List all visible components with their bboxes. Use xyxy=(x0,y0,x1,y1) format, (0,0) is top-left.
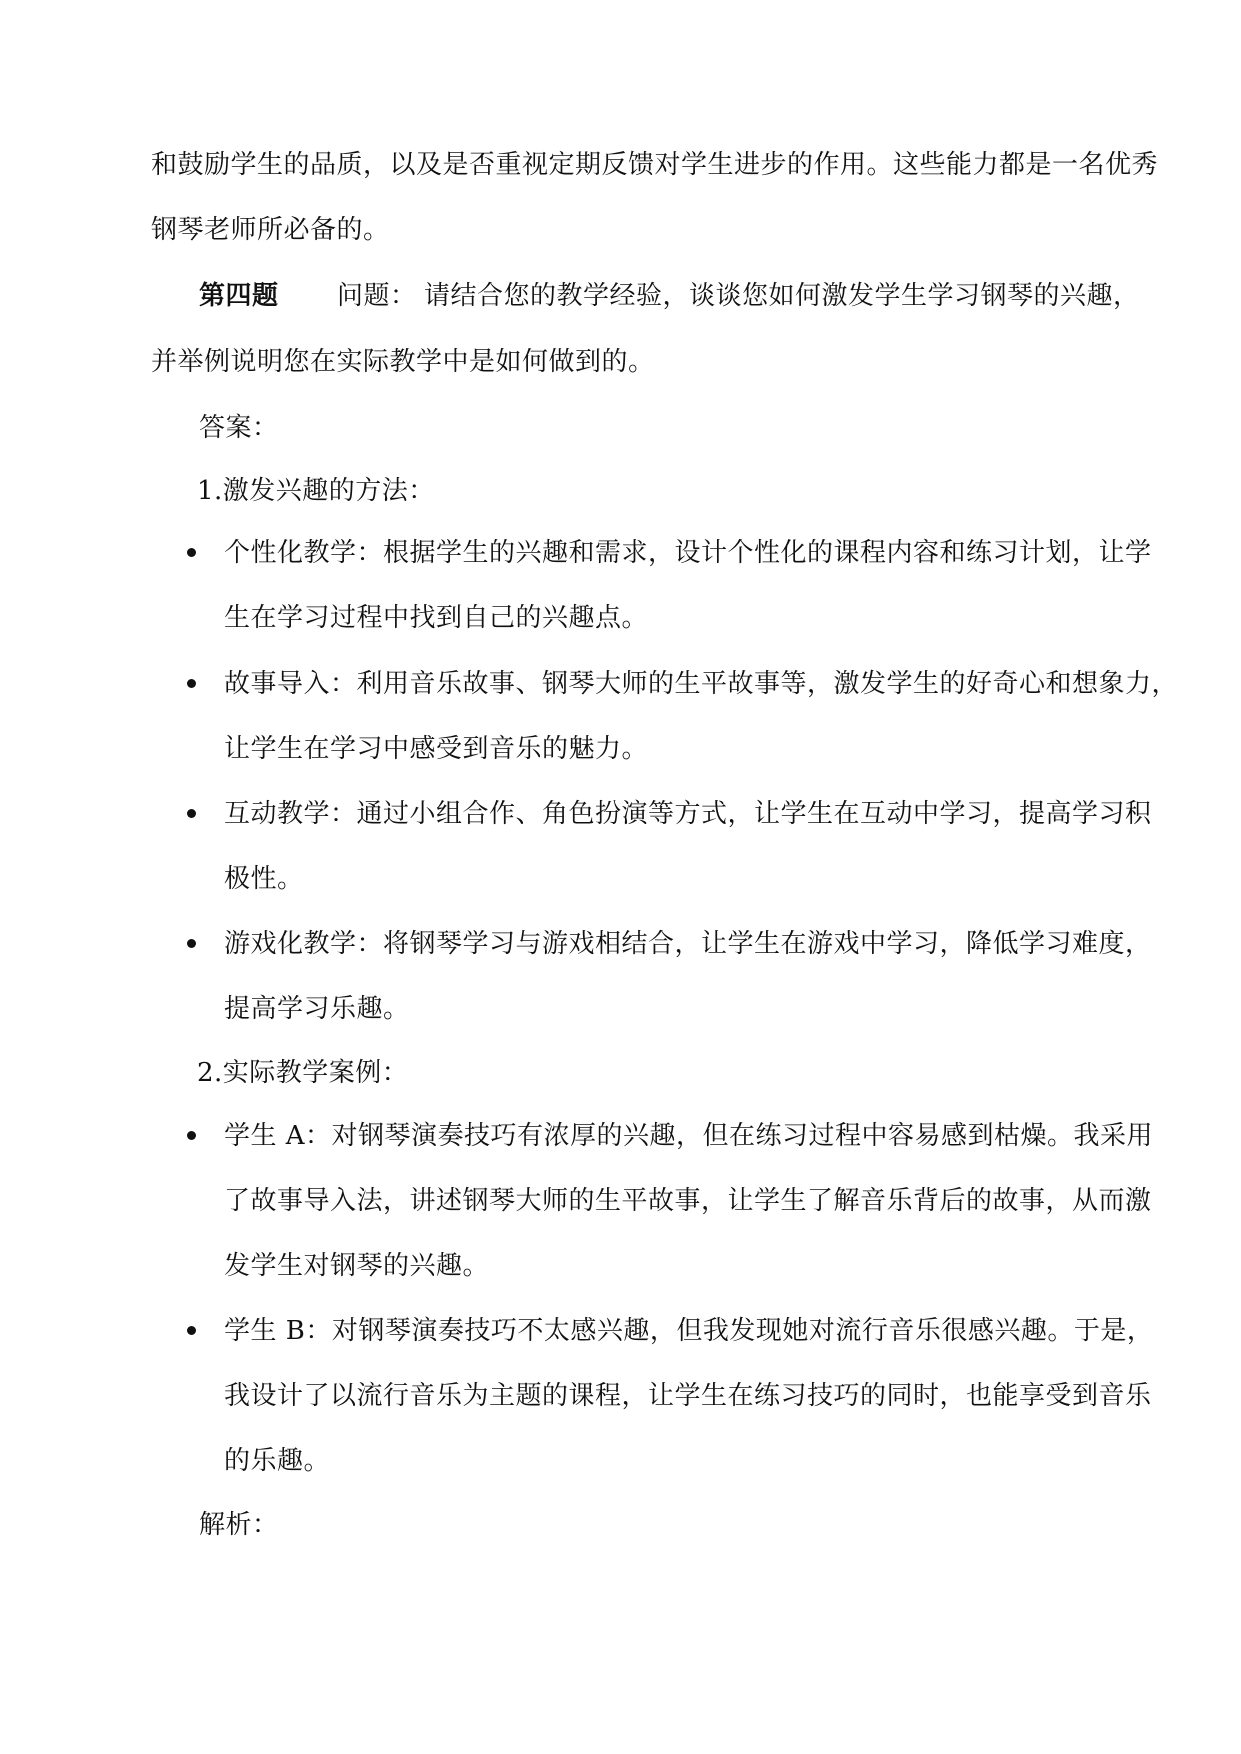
list-item-line-2: 我设计了以流行音乐为主题的课程，让学生在练习技巧的同时，也能享受到音乐 xyxy=(224,1381,1152,1411)
bullet-icon xyxy=(187,679,196,688)
question-text-line-1: 请结合您的教学经验，谈谈您如何激发学生学习钢琴的兴趣， xyxy=(424,281,1140,311)
list-item-line-3: 的乐趣。 xyxy=(224,1446,331,1476)
analysis-label: 解析： xyxy=(199,1510,279,1540)
bullet-icon xyxy=(187,548,196,557)
question-title: 第四题 xyxy=(199,281,279,311)
list-item-line-2: 了故事导入法，讲述钢琴大师的生平故事，让学生了解音乐背后的故事，从而激 xyxy=(224,1186,1152,1216)
section-2-heading: 2.实际教学案例： xyxy=(197,1058,409,1088)
intro-line-1: 和鼓励学生的品质，以及是否重视定期反馈对学生进步的作用。这些能力都是一名优秀 xyxy=(151,150,1159,180)
section-1-heading: 1.激发兴趣的方法： xyxy=(197,476,435,506)
question-label: 问题： xyxy=(337,281,417,311)
question-text-line-2: 并举例说明您在实际教学中是如何做到的。 xyxy=(151,347,655,377)
list-item-line-2: 提高学习乐趣。 xyxy=(224,994,410,1024)
list-item-line-1: 游戏化教学：将钢琴学习与游戏相结合，让学生在游戏中学习，降低学习难度， xyxy=(224,929,1152,959)
list-item-line-1: 学生 A：对钢琴演奏技巧有浓厚的兴趣，但在练习过程中容易感到枯燥。我采用 xyxy=(224,1121,1154,1151)
list-item-line-2: 极性。 xyxy=(224,864,304,894)
bullet-icon xyxy=(187,939,196,948)
bullet-icon xyxy=(187,1131,196,1140)
list-item-line-2: 让学生在学习中感受到音乐的魅力。 xyxy=(224,734,649,764)
list-item-line-1: 学生 B：对钢琴演奏技巧不太感兴趣，但我发现她对流行音乐很感兴趣。于是， xyxy=(224,1316,1154,1346)
list-item-line-3: 发学生对钢琴的兴趣。 xyxy=(224,1251,490,1281)
list-item-line-1: 个性化教学：根据学生的兴趣和需求，设计个性化的课程内容和练习计划，让学 xyxy=(224,538,1152,568)
answer-label: 答案： xyxy=(199,413,279,443)
bullet-icon xyxy=(187,1326,196,1335)
list-item-line-1: 故事导入：利用音乐故事、钢琴大师的生平故事等，激发学生的好奇心和想象力， xyxy=(224,669,1179,699)
bullet-icon xyxy=(187,809,196,818)
list-item-line-1: 互动教学：通过小组合作、角色扮演等方式，让学生在互动中学习，提高学习积 xyxy=(224,799,1152,829)
intro-line-2: 钢琴老师所必备的。 xyxy=(151,215,390,245)
list-item-line-2: 生在学习过程中找到自己的兴趣点。 xyxy=(224,603,649,633)
